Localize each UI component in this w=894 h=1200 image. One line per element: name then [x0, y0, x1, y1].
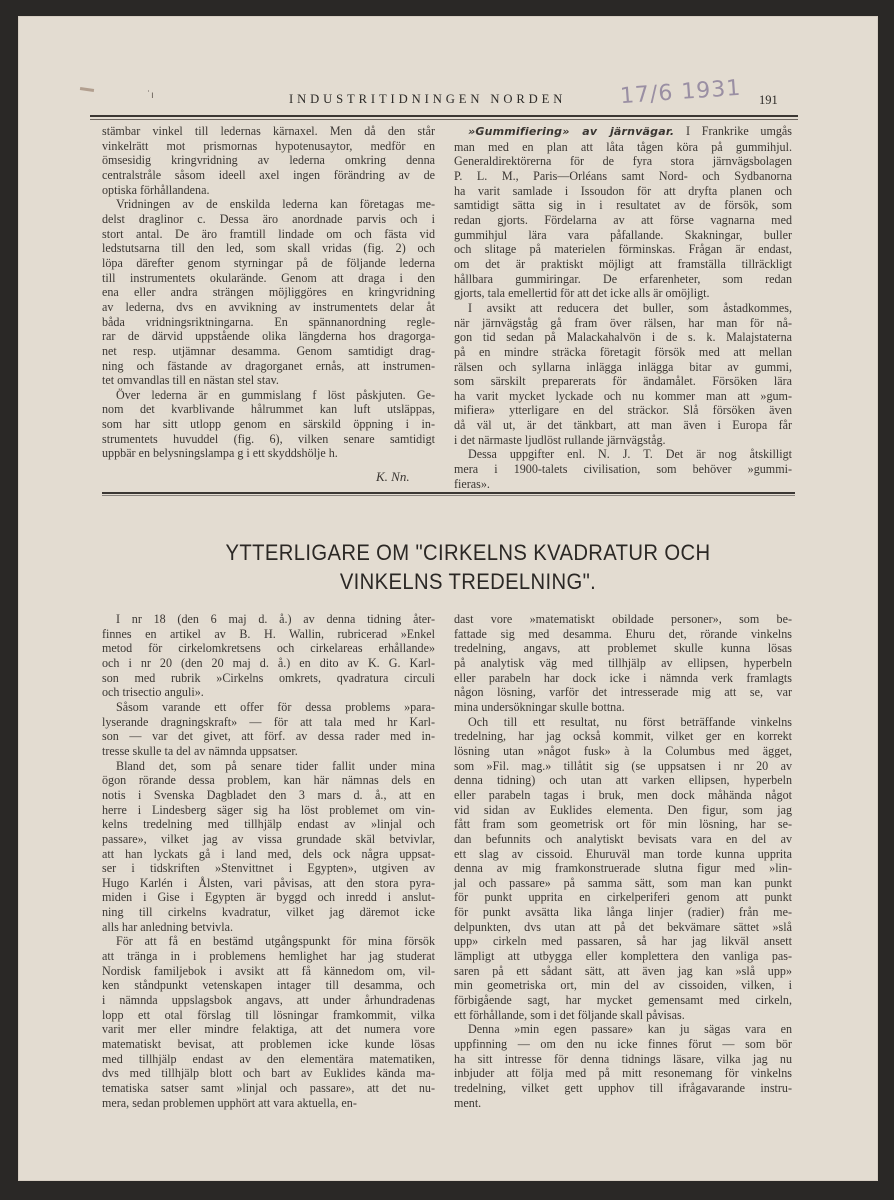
text-line: hållbara gummiringar. De erfarenheter, som redan [454, 271, 792, 286]
text-line: ning till cirkelns kvadratur, vilket jag däremot icke [102, 905, 435, 920]
text-line: om det är praktiskt möjligt att framställa tillräckligt [454, 256, 792, 271]
text-line: ena eller andra strängen möjliggöres en kringvridning [102, 285, 435, 300]
text-line: ser i tidskriften »Stenvittnet i Egypten», utgiven av [102, 861, 435, 876]
text-line: stämbar vinkel till ledernas kärnaxel. Men då den står [102, 124, 435, 138]
text-line: vinkelrätt mot prismornas hypotenusaytor, medför en [102, 138, 435, 153]
text-line: redan gjorts. Fördelarna av att förse vagnarna med [454, 212, 792, 227]
text-line: av lederna, dvs en avvikning av instrumentets delar åt [102, 299, 435, 314]
text-line: någon lösning, varför det intresserade mig att se, var [454, 685, 792, 700]
text-line: mera i 1900-talets civilisation, som behöver »gummi- [454, 462, 792, 477]
railway-article [454, 124, 792, 491]
paragraph [102, 934, 435, 1110]
running-head: INDUSTRITIDNINGEN NORDEN [289, 92, 567, 106]
text-line: tematiska satser samt »linjal och passare», att det nu- [102, 1081, 435, 1095]
text-line: notis i Svenska Dagbladet den 3 mars d. å., att en [102, 787, 435, 802]
text-line: herre i Lindesberg säger sig ha löst problemet om vin- [102, 802, 435, 817]
text-line: till instrumentets okularände. Genom att draga i den [102, 270, 435, 285]
text-line: för punkt upprita en cirkelperiferi genom att punkt [454, 890, 792, 905]
text-line: eller parabeln tagas i bruk, men dock måhända något [454, 787, 792, 802]
text-line: som »Fil. mag.» tillåtit sig (se uppsatsen i nr 20 av [454, 758, 792, 773]
header-rule [90, 115, 798, 120]
text-line: mina undersökningar skulle bottna. [454, 699, 625, 714]
text-line: min geometriska ort, min del av cissoiden, vilken, i [454, 978, 792, 993]
text-line: tresse skulle ta del av nämnda uppsatser. [102, 743, 298, 758]
paragraph [454, 1022, 792, 1110]
section-divider-rule [102, 492, 795, 496]
text-line: vid sidan av Euklides elementa. Den figur, som jag [454, 802, 792, 817]
text-line: Bland det, som på senare tider fallit under mina [116, 758, 435, 773]
text-line: inbjuder att följa med på mitt resonemang för vinkelns [454, 1066, 792, 1081]
text-line: mifiera» ytterligare en del sträckor. Slå försöken även [454, 403, 792, 418]
text-line: ken ståndpunkt vetenskapen intager till desamma, och [102, 978, 435, 993]
text-line: då väl ut, är det tänkbart, att man även i Europa får [454, 418, 792, 433]
scan-mark [80, 87, 94, 92]
text-line: denna tidning) och utan att varken ellipsen, hyperbeln [454, 773, 792, 788]
text-line: som har sitt utlopp genom en särskild öppning i in- [102, 417, 435, 432]
text-line: uppbär en belysningslampa g i ett skyddshölje h. [102, 446, 338, 461]
text-line: dan befunnits och analytiskt bevisats vara en del av [454, 831, 792, 846]
text-line: att han lyckats gå i land med, dels ock några uppsat- [102, 846, 435, 861]
article-right-column [454, 612, 792, 1110]
text-line: alls har anledning betvivla. [102, 919, 233, 934]
text-line: dast vore »matematiskt obildade personer», som be- [454, 612, 792, 626]
article-title [146, 538, 790, 596]
text-line: uppfinning — om den nu icke finnes förut — som bör [454, 1037, 792, 1052]
text-line: ha varit mycket lyckade och nu kommer man att »gum- [454, 388, 792, 403]
page-number: 191 [759, 93, 778, 107]
text-line: miden i Gise i Egypten är byggd och inredd i anslut- [102, 890, 435, 905]
paragraph [454, 301, 792, 448]
scanned-page [18, 16, 878, 1181]
text-line: stort antal. De äro framtill lindade om och fästa vid [102, 226, 435, 241]
text-line: i nämnda uppslagsbok angavs, att under århundradenas [102, 993, 435, 1008]
text-line: i det närmaste ljudlöst rullande järnvägståg. [454, 432, 666, 447]
text-line: Nordisk familjebok i avsikt att få kännedom om, vil- [102, 963, 435, 978]
paragraph [454, 612, 792, 715]
top-right-column [454, 124, 792, 491]
text-line: ömsesidig kringvridning av lederna omkring denna [102, 153, 435, 168]
text-line: denna av mig framkonstruerade slutna figur med »lin- [454, 861, 792, 876]
text-line: rälsen och syllarna inlägga inlägga bitar av gummi, [454, 359, 792, 374]
text-line: ledstutsarna till den led, som skall vridas (fig. 2) och [102, 241, 435, 256]
text-line: på analytisk väg med tillhjälp av ellipsen, hyperbeln [454, 655, 792, 670]
text-line: I nr 18 (den 6 maj d. å.) av denna tidning åter- [116, 612, 435, 626]
text-line: när järnvägståg gå fram över rälsen, har man för nå- [454, 315, 792, 330]
author-signature: K. Nn. [376, 469, 410, 484]
text-line: nom det kvarblivande hålrummet kan luft utsläppas, [102, 402, 435, 417]
text-line: För att få en bestämd utgångspunkt för mina försök [116, 934, 435, 949]
text-line: lyserande dragningskraft» — för att tala med hr Karl- [102, 714, 435, 729]
text-line: ment. [454, 1095, 482, 1110]
text-line: dvs med tillhjälp blott och bart av Euklides kända ma- [102, 1066, 435, 1081]
text-line: fattade sig med desamma. Ehuru det, rörande vinkelns [454, 626, 792, 641]
text-line: förbigående sagt, har mycket gemensamt med cirkeln, [454, 993, 792, 1008]
paragraph [102, 700, 435, 759]
text-line: båda vridningsriktningarna. En spännanordning regle- [102, 314, 435, 329]
text-line: ha varit samlade i Issoudon för att dryfta planen och [454, 183, 792, 198]
paragraph [102, 612, 435, 700]
text-line: ett slag av cissoid. Ehuruväl man torde kunna upprita [454, 846, 792, 861]
text-line: löpa därefter genom styrningar på de följande lederna [102, 255, 435, 270]
text-line: son med rubrik »Cirkelns omkrets, qvadratura circuli [102, 670, 435, 685]
text-line: Såsom varande ett offer för dessa problems »para- [116, 699, 435, 714]
text-line: eller parabeln har dock icke i nämnda verk framlagts [454, 670, 792, 685]
text-line: I avsikt att reducera det buller, som åstadkommes, [468, 300, 792, 315]
text-line: man med en plan att låta tågen köra på gummihjul. [454, 139, 792, 154]
paragraph [454, 124, 792, 301]
text-line: Generaldirektörerna för de fyra stora järnvägsbolagen [454, 154, 792, 169]
text-line: fieras». [454, 476, 490, 491]
text-line: tredelning, har jag också kommit, vilket ger en korrekt [454, 729, 792, 744]
text-line: och trisectio anguli». [102, 685, 204, 700]
top-left-column [102, 124, 435, 461]
article-left-column [102, 612, 435, 1110]
text-line: lopp ett otal förslag till lösningar framkommit, vilka [102, 1007, 435, 1022]
text-line: samtidigt sätta sig in i resultatet av de försök, som [454, 198, 792, 213]
text-line: fått fram som geometrisk ort för min lösning, har se- [454, 817, 792, 832]
text-line: Dessa uppgifter enl. N. J. T. Det är nog åtskilligt [468, 447, 792, 462]
text-line: Denna »min egen passare» kan ju sägas vara en [468, 1022, 792, 1037]
text-line: strumentets huvuddel (fig. 6), vilken senare samtidigt [102, 431, 435, 446]
paragraph [454, 447, 792, 491]
text-line: för punkt avsätta lika långa linjer (radier) från me- [454, 905, 792, 920]
text-line: tredelning, angavs, att problemet skulle kunna lösas [454, 641, 792, 656]
text-line: delst draglinor c. Dessa äro anordnade parvis och i [102, 211, 435, 226]
paragraph [102, 759, 435, 935]
text-line: upp» cirkeln med passaren, så har jag likväl ansett [454, 934, 792, 949]
text-line: jal och passare» på samma sätt, som man kan punkt [454, 875, 792, 890]
text-line: Vridningen av de enskilda lederna kan företagas me- [116, 197, 435, 212]
text-line: gon tid sedan på Malackahalvön i de s. k. Malajstaterna [454, 330, 792, 345]
text-line: varit mer eller mindre felaktiga, att det numera vore [102, 1022, 435, 1037]
text-line: lösning utan »något fusk» à la Columbus med ägget, [454, 743, 792, 758]
text-line: kelns tredelning med tillhjälp endast av »linjal och [102, 817, 435, 832]
text-line: son — var det givet, att förf. av dessa rader med in- [102, 729, 435, 744]
text-line: centralstråle såsom ideell axel ingen förändring av de [102, 167, 435, 182]
text-line: och slitage på materielen förminskas. Frågan är endast, [454, 242, 792, 257]
text-line: passare», vilket jag av vissa grundade skäl betvivlar, [102, 831, 435, 846]
text-line: finnes en artikel av B. H. Wallin, rubricerad »Enkel [102, 626, 435, 641]
text-line: Över lederna är en gummislang f löst påskjuten. Ge- [116, 387, 435, 402]
text-line: och i nr 20 (den 20 maj d. å.) en dito av K. G. Karl- [102, 655, 435, 670]
text-line: gummihjul lära vara påfallande. Skakningar, buller [454, 227, 792, 242]
text-line: net resp. utjämnar desamma. Genom samtidigt drag- [102, 343, 435, 358]
text-line: ett förhållande, som i det följande skall påvisas. [454, 1007, 685, 1022]
text-line: att tränga in i problemens hemlighet har jag studerat [102, 949, 435, 964]
text-line: gjorts, tala emellertid för att det icke alls är omöjligt. [454, 286, 710, 301]
text-line: ha sitt intresse för denna tidnings läsare, vilka jag nu [454, 1051, 792, 1066]
text-line: tet omvandlas till en nästan stel stav. [102, 373, 279, 388]
text-line: Och till ett resultat, nu först beträffande vinkelns [468, 714, 792, 729]
text-line: på en mindre sträcka företagit försök med att mellan [454, 344, 792, 359]
text-line: »Gummifiering» av järnvägar. I Frankrike umgås [468, 124, 792, 138]
text-line: ögon rörande dessa problem, kan här nämnas dels en [102, 773, 435, 788]
article-title-line-1: YTTERLIGARE OM "CIRKELNS KVADRATUR OCH [225, 540, 711, 565]
article-heading: »Gummifiering» av järnvägar. [468, 125, 675, 138]
text-line: optiska förhållandena. [102, 182, 210, 197]
text-line: ning och fästande av dragorganet ernås, att instrumen- [102, 358, 435, 373]
article-title-line-2: VINKELNS TREDELNING". [339, 569, 597, 594]
text-line: saren på ett sådant sätt, att även jag kan »slå upp» [454, 963, 792, 978]
text-line: med tillhjälp endast av den elementära matematiken, [102, 1051, 435, 1066]
scan-mark-small: ˙ı [146, 90, 154, 101]
text-line: mera, sedan problemen upphört att vara aktuella, en- [102, 1095, 357, 1110]
text-line: delpunkten, dvs utan att på det bekvämare sättet »slå [454, 919, 792, 934]
text-line: rar de därvid uppstående olika längderna hos dragorga- [102, 329, 435, 344]
text-line: metod för cirkelomkretsens och cirkelareas erhållande» [102, 641, 435, 656]
text-line: matematiskt bevisat, att problemen icke kunde lösas [102, 1037, 435, 1052]
paragraph [102, 197, 435, 388]
text-line: P. L. M., Paris—Orléans samt Nord- och Sydbanorna [454, 168, 792, 183]
paragraph [102, 124, 435, 197]
text-line: tredelning, vilket gett upphov till ifrågavarande instru- [454, 1081, 792, 1095]
text-line: som särskilt preparerats för ändamålet. Försöken lära [454, 374, 792, 389]
paragraph [102, 388, 435, 461]
text-line: lämpligt att utbygga eller komplettera den vanliga pas- [454, 949, 792, 964]
paragraph [454, 715, 792, 1023]
handwritten-date: 17/6 1931 [619, 75, 743, 110]
text-line: Hugo Karlén i Ålsten, vari påvisas, att den stora pyra- [102, 875, 435, 890]
